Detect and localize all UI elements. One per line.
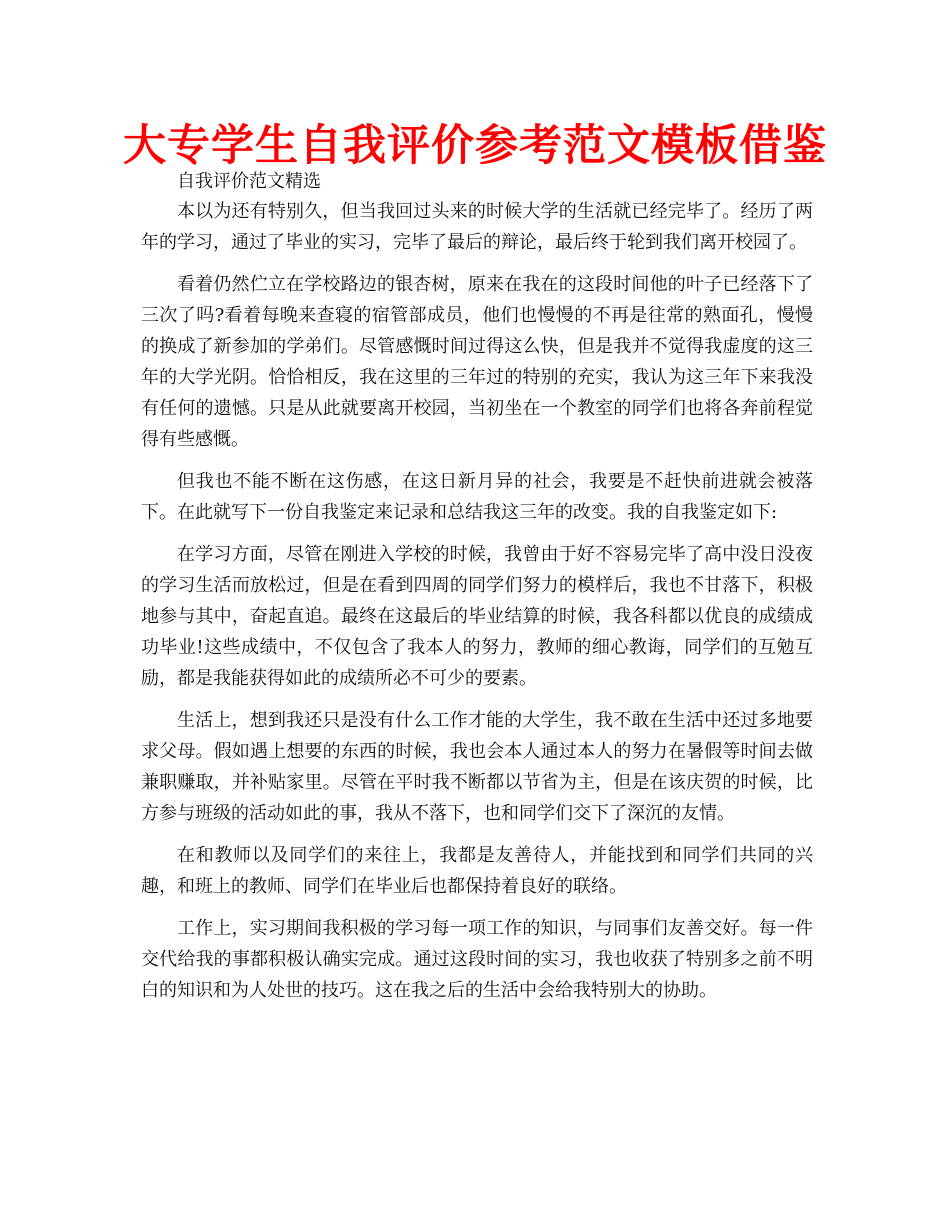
paragraph-2: 看着仍然伫立在学校路边的银杏树，原来在我在的这段时间他的叶子已经落下了三次了吗?看着每晚来查寝的宿管部成员，他们也慢慢的不再是往常的熟面孔，慢慢的换成了新参加的学弟们。尽管感慨时间过得这么快，但是我并不觉得我虚度的这三年的大学光阴。恰恰相反，我在这里的三年过的特别的充实，我认为这三年下来我没有任何的遗憾。只是从此就要离开校园，当初坐在一个教室的同学们也将各奔前程觉得有些感慨。 bbox=[141, 274, 813, 450]
document-body bbox=[141, 168, 813, 1017]
document-title: 大专学生自我评价参考范文模板借鉴 bbox=[123, 121, 827, 171]
document-subtitle: 自我评价范文精选 bbox=[177, 171, 321, 192]
paragraph-1: 本以为还有特别久，但当我回过头来的时候大学的生活就已经完毕了。经历了两年的学习，通过了毕业的实习，完毕了最后的辩论，最后终于轮到我们离开校园了。 bbox=[141, 201, 813, 253]
paragraph-3: 但我也不能不断在这伤感，在这日新月异的社会，我要是不赶快前进就会被落下。在此就写下一份自我鉴定来记录和总结我这三年的改变。我的自我鉴定如下: bbox=[141, 471, 813, 523]
paragraph-7: 工作上，实习期间我积极的学习每一项工作的知识，与同事们友善交好。每一件交代给我的事都积极认确实完成。通过这段时间的实习，我也收获了特别多之前不明白的知识和为人处世的技巧。这在我之后的生活中会给我特别大的协助。 bbox=[141, 918, 813, 1001]
paragraph-4: 在学习方面，尽管在刚进入学校的时候，我曾由于好不容易完毕了高中没日没夜的学习生活而放松过，但是在看到四周的同学们努力的模样后，我也不甘落下，积极地参与其中，奋起直追。最终在这最后的毕业结算的时候，我各科都以优良的成绩成功毕业!这些成绩中，不仅包含了我本人的努力，教师的细心教诲，同学们的互勉互励，都是我能获得如此的成绩所必不可少的要素。 bbox=[141, 544, 813, 689]
paragraph-6: 在和教师以及同学们的来往上，我都是友善待人，并能找到和同学们共同的兴趣，和班上的教师、同学们在毕业后也都保持着良好的联络。 bbox=[141, 845, 813, 897]
paragraph-5: 生活上，想到我还只是没有什么工作才能的大学生，我不敢在生活中还过多地要求父母。假如遇上想要的东西的时候，我也会本人通过本人的努力在暑假等时间去做兼职赚取，并补贴家里。尽管在平时我不断都以节省为主，但是在该庆贺的时候，比方参与班级的活动如此的事，我从不落下，也和同学们交下了深沉的友情。 bbox=[141, 710, 813, 824]
